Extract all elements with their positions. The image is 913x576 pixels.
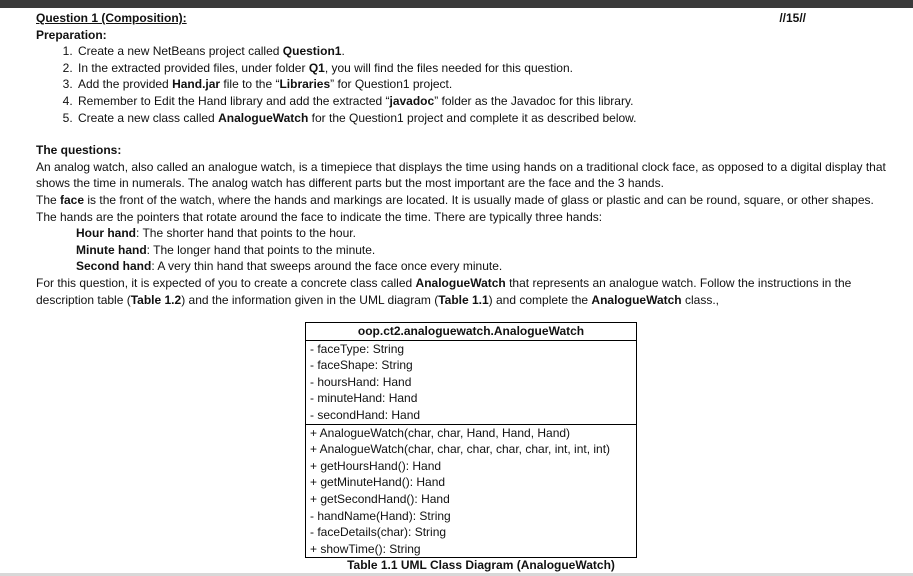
hands-list [36, 225, 906, 275]
document-page [36, 10, 906, 308]
list-item: Minute hand: The longer hand that points to the minute. [76, 242, 376, 257]
list-item: 3. Add the provided Hand.jar file to the “Libraries” for Question1 project. [76, 76, 906, 93]
top-bar [0, 0, 913, 8]
uml-methods [306, 425, 636, 558]
list-item: 4. Remember to Edit the Hand library and add the extracted “javadoc” folder as the Javadoc for this library. [76, 93, 906, 110]
paragraph-intro: An analog watch, also called an analogue watch, is a timepiece that displays the time using hands on a traditional clock face, as opposed to a digital display that shows the time in numerals. The analog watch has different parts but the most important are the face and the 3 hands. [36, 159, 886, 191]
preparation-heading: Preparation: [36, 27, 107, 42]
uml-attribute: - hoursHand: Hand [310, 374, 412, 389]
list-item: 5. Create a new class called AnalogueWatch for the Question1 project and complete it as described below. [76, 110, 906, 127]
uml-method: + AnalogueWatch(char, char, Hand, Hand, Hand) [310, 425, 571, 440]
paragraph-instructions: For this question, it is expected of you to create a concrete class called AnalogueWatch that represents an analogue watch. Follow the instructions in the description table (Table 1.2) and the information given in the UML diagram (Table 1.1) and complete the AnalogueWatch class., [36, 275, 852, 307]
table-caption: Table 1.1 UML Class Diagram (AnalogueWatch) [347, 558, 615, 572]
preparation-list [36, 43, 906, 126]
uml-attribute: - minuteHand: Hand [310, 391, 418, 406]
list-item: Hour hand: The shorter hand that points to the hour. [76, 226, 356, 241]
question-header [36, 10, 906, 27]
uml-class-name: oop.ct2.analoguewatch.AnalogueWatch [306, 323, 636, 341]
uml-attributes [306, 341, 636, 425]
marks-label: //15// [779, 11, 806, 25]
uml-method: + AnalogueWatch(char, char, char, char, char, int, int, int) [310, 442, 611, 457]
uml-class-diagram [305, 322, 637, 558]
uml-attribute: - faceType: String [310, 341, 405, 356]
uml-method: - handName(Hand): String [310, 508, 451, 523]
question-title: Question 1 (Composition): [36, 11, 187, 25]
uml-method: + getMinuteHand(): Hand [310, 475, 446, 490]
uml-method: - faceDetails(char): String [310, 525, 447, 540]
paragraph-face: The face is the front of the watch, where the hands and markings are located. It is usually made of glass or plastic and can be round, square, or other shapes. [36, 192, 874, 207]
list-item: Second hand: A very thin hand that sweeps around the face once every minute. [76, 259, 503, 274]
uml-attribute: - faceShape: String [310, 358, 413, 373]
uml-method: + getSecondHand(): Hand [310, 491, 450, 506]
uml-method: + getHoursHand(): Hand [310, 458, 442, 473]
uml-attribute: - secondHand: Hand [310, 407, 421, 422]
uml-method: + showTime(): String [310, 541, 421, 556]
paragraph-hands: The hands are the pointers that rotate around the face to indicate the time. There are typically three hands: [36, 209, 603, 224]
questions-heading: The questions: [36, 143, 122, 158]
list-item: 2. In the extracted provided files, under folder Q1, you will find the files needed for this question. [76, 60, 906, 77]
list-item: 1. Create a new NetBeans project called Question1. [76, 43, 906, 60]
